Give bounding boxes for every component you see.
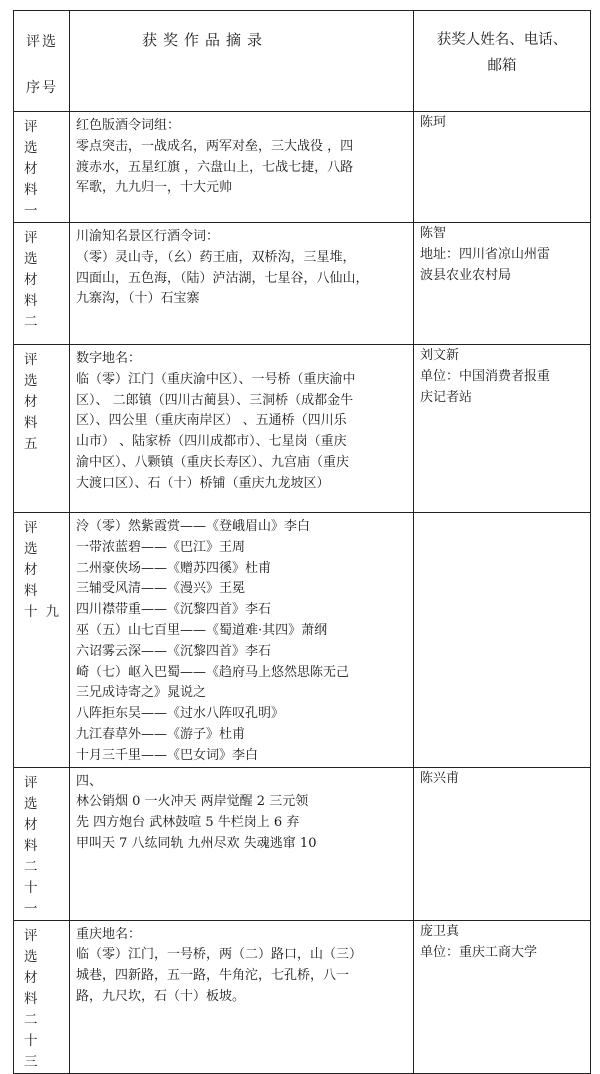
entry-text-cell [70,345,414,513]
entry-no-line: 五 [24,436,46,452]
winner-line: 陈智 [420,226,447,241]
entry-no-line: 评 选 [24,230,46,267]
entry-no-cell [14,513,70,768]
entry-text-line: 区）、 二郎镇（四川古蔺县）、三洞桥（成都金牛 [76,392,354,408]
entry-text-line: 十月三千里——《巴女词》李白 [76,747,259,763]
entry-no-line: 材 料 [24,816,46,854]
entry-text-line: 山市） 、陆家桥（四川成都市）、七星岗（重庆 [76,434,347,450]
entry-text-cell [70,767,414,920]
entry-text-line: 军歌，九九归一，十大元帅 [76,180,233,196]
entry-row [14,920,591,1073]
entry-no-cell [14,920,70,1073]
entry-text-line: 数字地名： [76,351,142,366]
entry-text-line: 四川襟带重——《沉黎四首》李石 [76,602,272,618]
winner-cell [414,920,591,1073]
entry-text-line: 三辅受风清——《漫兴》王冕 [76,581,246,597]
entry-row [14,513,591,768]
entry-text-line: 八阵拒东吴——《过水八阵叹孔明》 [76,706,285,722]
entry-text-line: 三兄成诗寄之》晁说之 [76,685,207,701]
entry-text-line: 渡赤水，五星红旗 ，六盘山上，七战七捷，八路 [76,159,354,175]
entry-row [14,112,591,223]
entry-text-line: 六诏雾云深——《沉黎四首》李石 [76,643,272,659]
header-no-cell [14,11,70,112]
entry-text-line: 红色版酒令词组： [76,118,181,133]
entry-text-cell [70,513,414,768]
entry-no-line: 二 [24,314,46,330]
entry-no-line: 一 [24,203,46,219]
entry-text-line: 一带浓蓝碧——《巴江》王周 [76,539,246,555]
entry-row [14,223,591,345]
header-title: 获奖作品摘录 [142,31,269,49]
entry-no-cell [14,223,70,345]
entry-no-line: 评 选 [24,352,46,389]
entry-text-line: 甲叫天 7 八纮同轨 九州尽欢 失魂逃窜 10 [76,835,317,851]
winner-line: 波县农业农村局 [420,268,512,283]
entry-no-line: 十九 [24,604,67,620]
entry-row [14,345,591,513]
entry-no-cell [14,767,70,920]
award-table [13,10,591,1074]
winner-cell [414,513,591,768]
entry-no-line: 材 料 [24,394,46,431]
winner-line: 刘文新 [420,348,460,363]
winner-line: 单位：中国消费者报重 [420,369,551,384]
winner-line: 地址：四川省凉山州雷 [420,247,551,262]
entry-row [14,767,591,920]
winner-line: 庆记者站 [420,390,473,405]
entry-text-line: 区）、四公里（重庆南岸区） 、五通桥（四川乐 [76,413,347,429]
entry-no-line: 评 选 [24,520,46,557]
header-title-cell [70,11,414,112]
header-row [14,11,591,112]
header-no-line: 序号 [26,80,58,96]
header-winner-line: 获奖人姓名、电话、 [436,32,568,48]
entry-text-line: 崎（七）岖入巴蜀——《趋府马上悠然思陈无己 [76,664,350,680]
entry-no-line: 材 料 [24,562,46,599]
entry-text-line: 渝中区）、八颗镇（重庆长寿区）、九宫庙（重庆 [76,454,350,470]
entry-no-line: 材 料 [24,161,46,198]
entry-text-line: （零）灵山寺，（幺）药王庙，双桥沟，三星堆， [76,249,356,265]
header-winner-cell [414,11,591,112]
entry-text-line: 川渝知名景区行酒令词： [76,229,220,244]
entry-no-line: 评 选 [24,119,46,156]
entry-text-line: 临（零）江门（重庆渝中区）、一号桥（重庆渝中 [76,371,356,387]
entry-text-line: 路，九尺坎，石（十）板坡。 [76,988,246,1004]
entry-no-cell [14,345,70,513]
entry-text-line: 九寨沟，（十）石宝寨 [76,291,200,307]
winner-cell [414,767,591,920]
entry-text-line: 九江春草外——《游子》杜甫 [76,726,246,742]
entry-text-cell [70,112,414,223]
entry-no-line: 材 料 [24,272,46,309]
entry-no-line: 一 [24,900,46,917]
entry-text-line: 四、 [76,773,103,789]
entry-no-cell [14,112,70,223]
header-no-line: 评选 [26,34,58,50]
winner-cell [414,345,591,513]
winner-line: 陈珂 [420,115,447,130]
entry-text-line: 城巷，四新路，五一路，牛角沱，七孔桥，八一 [76,968,350,984]
entry-no-line: 评 选 [24,774,46,812]
entry-text-line: 四面山，五色海，（陆）泸沽湖，七星谷，八仙山， [76,270,369,286]
entry-text-cell [70,920,414,1073]
winner-line: 陈兴甫 [420,770,460,786]
winner-cell [414,112,591,223]
winner-line: 单位：重庆工商大学 [420,944,538,960]
entry-text-line: 零点突击，一战成名，两军对垒，三大战役 ，四 [76,138,354,154]
entry-no-line: 评 选 [24,927,46,965]
header-winner-line: 邮箱 [487,58,517,74]
entry-no-line: 二 十 [24,858,46,896]
entry-no-line: 三 [24,1053,46,1070]
entry-text-line: 临（零）江门，一号桥，两（二）路口，山（三） [76,947,363,963]
entry-text-line: 先 四方炮台 武林鼓喧 5 牛栏岗上 6 弃 [76,815,300,831]
winner-line: 庞卫真 [420,923,460,939]
entry-text-line: 二州豪侠场——《赠苏四徯》杜甫 [76,560,272,576]
entry-text-line: 大渡口区）、石（十）桥铺（重庆九龙坡区） [76,475,330,491]
winner-cell [414,223,591,345]
entry-text-line: 重庆地名： [76,926,142,942]
entry-no-line: 二 十 [24,1011,46,1049]
entry-text-cell [70,223,414,345]
entry-text-line: 泠（零）然紫霞赏——《登峨眉山》李白 [76,519,311,534]
entry-text-line: 巫（五）山七百里——《蜀道难·其四》萧纲 [76,622,328,638]
entry-text-line: 林公销烟 0 一火冲天 两岸觉醒 2 三元领 [76,794,309,810]
entry-no-line: 材 料 [24,969,46,1007]
